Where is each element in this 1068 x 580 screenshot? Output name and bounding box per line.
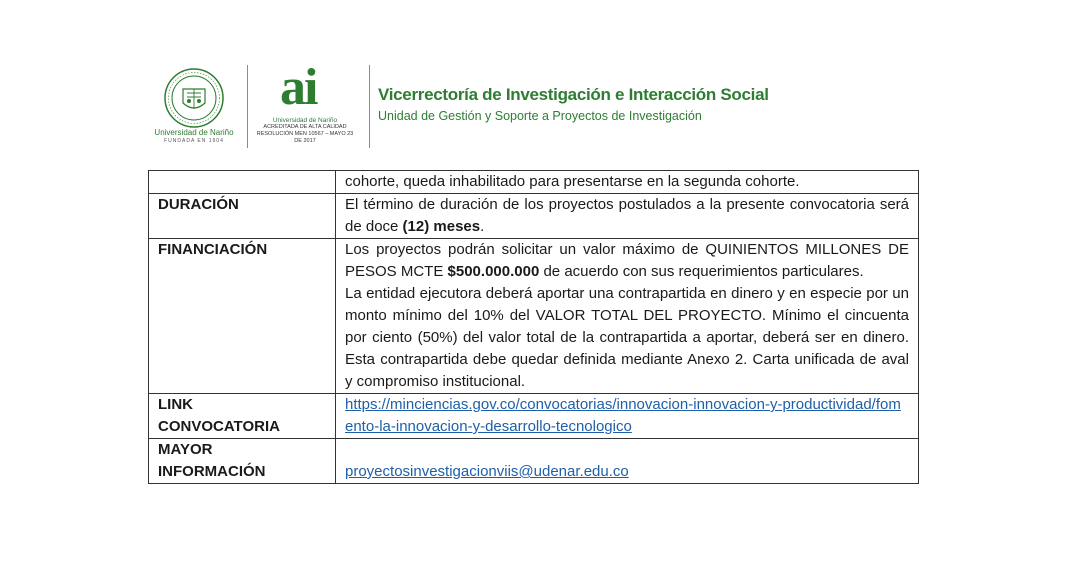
row-label-financiacion: FINANCIACIÓN	[149, 239, 336, 394]
financiacion-paragraph-1	[345, 239, 909, 283]
header-divider	[369, 65, 370, 148]
row-label-duracion: DURACIÓN	[149, 194, 336, 239]
university-name: Universidad de Nariño	[154, 128, 234, 137]
ai-resolution-line: RESOLUCIÓN MEN 10567 – MAYO 23 DE 2017	[256, 131, 354, 144]
university-logo-text	[148, 128, 240, 146]
contact-email-link[interactable]: proyectosinvestigacionviis@udenar.edu.co	[345, 463, 629, 480]
row-value-info	[336, 439, 919, 484]
financiacion-text: Los proyectos podrán solicitar un valor máximo de QUINIENTOS MILLONES DE PESOS MCTE	[345, 241, 909, 280]
convocatoria-table	[148, 170, 919, 484]
financiacion-text-end: de acuerdo con sus requerimientos particulares.	[539, 263, 864, 280]
label-line: INFORMACIÓN	[158, 463, 266, 480]
label-line: MAYOR	[158, 441, 213, 458]
ai-logo-caption	[255, 117, 355, 145]
duracion-bold: (12) meses	[402, 218, 481, 235]
header-title: Vicerrectoría de Investigación e Interacción Social	[378, 85, 769, 104]
duracion-end: .	[480, 218, 485, 235]
financiacion-amount: $500.000.000	[447, 263, 540, 280]
university-seal-icon	[163, 67, 225, 129]
row-value-link	[336, 394, 919, 439]
ai-university-name: Universidad de Nariño	[272, 117, 338, 124]
table-row	[149, 239, 919, 394]
row-label	[149, 171, 336, 194]
table-row	[149, 194, 919, 239]
label-line: LINK	[158, 396, 193, 413]
row-label-info	[149, 439, 336, 484]
table-row	[149, 171, 919, 194]
row-label-link	[149, 394, 336, 439]
header-subtitle: Unidad de Gestión y Soporte a Proyectos de Investigación	[378, 109, 702, 123]
table-row	[149, 394, 919, 439]
duracion-text: El término de duración de los proyectos postulados a la presente convocatoria será de doce	[345, 196, 909, 235]
university-founded: FUNDADA EN 1904	[164, 138, 224, 144]
convocatoria-link[interactable]: https://minciencias.gov.co/convocatorias/innovacion-innovacion-y-productividad/fomento-la-innovacion-y-desarrollo-tecnologico	[345, 396, 901, 435]
ai-logo: ai	[280, 59, 317, 116]
row-value-duracion	[336, 194, 919, 239]
header-divider	[247, 65, 248, 148]
row-value: cohorte, queda inhabilitado para presentarse en la segunda cohorte.	[336, 171, 919, 194]
ai-accreditation-line: ACREDITADA DE ALTA CALIDAD	[263, 124, 347, 130]
label-line: CONVOCATORIA	[158, 418, 280, 435]
page-header	[0, 0, 1068, 160]
row-value-financiacion	[336, 239, 919, 394]
financiacion-paragraph-2: La entidad ejecutora deberá aportar una contrapartida en dinero y en especie por un monto mínimo del 10% del VALOR TOTAL DEL PROYECTO. Mínimo el cincuenta por ciento (50%) del valor total de la contrapartida a aportar, deberá ser en dinero. Esta contrapartida debe quedar definida mediante Anexo 2. Carta unificada de aval y compromiso institucional.	[345, 285, 909, 390]
table-row	[149, 439, 919, 484]
